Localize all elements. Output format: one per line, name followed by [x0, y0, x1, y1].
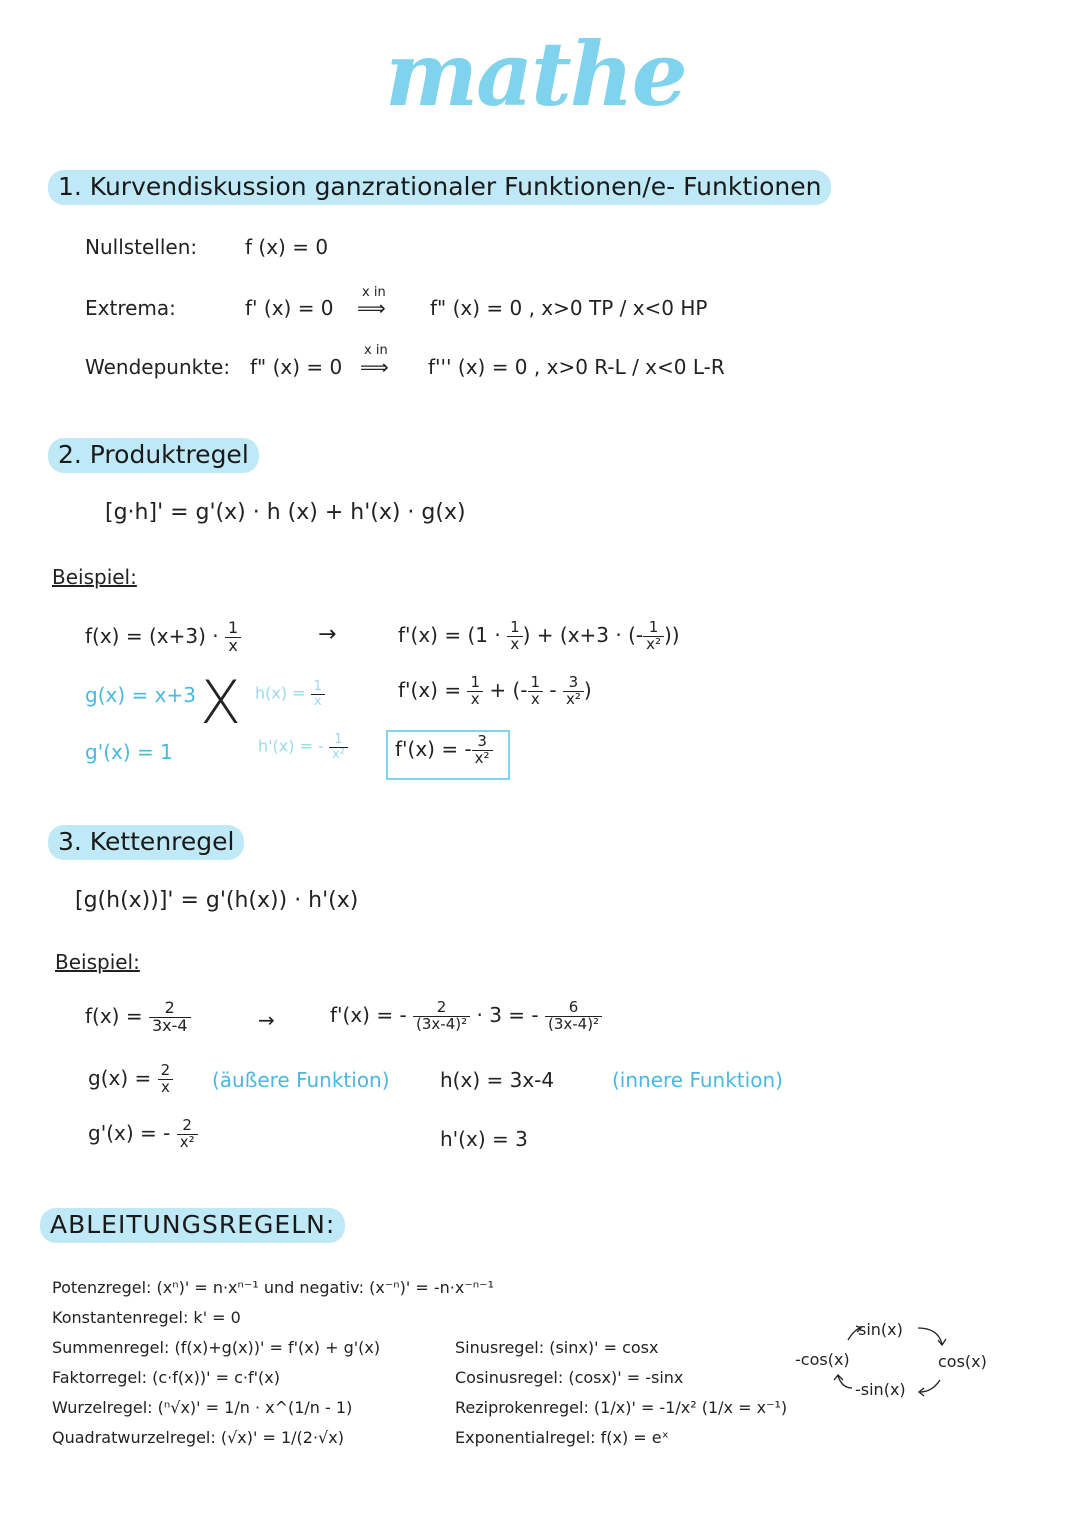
chain-f-derivative: f'(x) = - $\frac{2}{\text{(3x-4)²}}$ · 3 = - $\frac{6}{\text{(3x-4)²}}$: [330, 1000, 602, 1033]
product-g-definition: g(x) = x+3: [85, 683, 196, 707]
extrema-equation-2: f" (x) = 0 , x>0 TP / x<0 HP: [430, 296, 708, 320]
extrema-label: Extrema:: [85, 296, 176, 320]
section3-heading: 3. Kettenregel: [48, 825, 244, 860]
product-result: f'(x) = - $\frac{3}{\text{x²}}$: [395, 734, 493, 767]
product-step-2: f'(x) = $\frac{1}{x}$ + (- $\frac{1}{x}$ - $\frac{3}{\text{x²}}$ ): [398, 673, 592, 708]
section1-heading: 1. Kurvendiskussion ganzrationaler Funktionen/e- Funktionen: [48, 170, 831, 205]
wendepunkte-label: Wendepunkte:: [85, 355, 231, 379]
product-h-definition: h(x) = $\frac{1}{x}$: [255, 680, 325, 708]
wendepunkte-arrow: ⟹: [360, 355, 389, 379]
rule-summen: Summenregel: (f(x)+g(x))' = f'(x) + g'(x): [52, 1338, 381, 1357]
product-step-1: f'(x) = (1 · $\frac{1}{x}$ ) + (x+3 · (- $\frac{1}{\text{x²}}$ )): [398, 618, 680, 653]
rule-potenz: Potenzregel: (xⁿ)' = n·xⁿ⁻¹ und negativ: (x⁻ⁿ)' = -n·x⁻ⁿ⁻¹: [52, 1278, 494, 1297]
nullstellen-equation: f (x) = 0: [245, 235, 329, 259]
wendepunkte-equation-1: f" (x) = 0: [250, 355, 343, 379]
chain-arrow: →: [258, 1008, 275, 1032]
chain-h-definition: h(x) = 3x-4: [440, 1068, 555, 1092]
example-label-2: Beispiel:: [55, 950, 140, 974]
section2-heading: 2. Produktregel: [48, 438, 259, 473]
wendepunkte-arrow-label: x in: [364, 343, 388, 358]
page-title: mathe: [385, 22, 686, 126]
rule-sinus: Sinusregel: (sinx)' = cosx: [455, 1338, 659, 1357]
cross-mark: X: [200, 668, 242, 738]
product-arrow: →: [318, 622, 337, 647]
rule-reziproken: Reziprokenregel: (1/x)' = -1/x² (1/x = x⁻¹): [455, 1398, 788, 1417]
cycle-arrows: [790, 1318, 1010, 1408]
rule-konstanten: Konstantenregel: k' = 0: [52, 1308, 241, 1327]
chain-f-definition: f(x) = $\frac{2}{3x-4}$: [85, 1000, 191, 1035]
rule-exponential: Exponentialregel: f(x) = eˣ: [455, 1428, 669, 1447]
chain-h-derivative: h'(x) = 3: [440, 1127, 528, 1151]
rule-wurzel: Wurzelregel: (ⁿ√x)' = 1/n · x^(1/n - 1): [52, 1398, 353, 1417]
kettenregel-formula: [g(h(x))]' = g'(h(x)) · h'(x): [75, 888, 359, 913]
extrema-arrow: ⟹: [357, 296, 386, 320]
chain-g-derivative: g'(x) = - $\frac{2}{\text{x²}}$: [88, 1118, 198, 1151]
rule-faktor: Faktorregel: (c·f(x))' = c·f'(x): [52, 1368, 280, 1387]
rules-heading: ABLEITUNGSREGELN:: [40, 1208, 345, 1243]
cycle-minus-cos: -cos(x): [795, 1350, 850, 1369]
extrema-arrow-label: x in: [362, 285, 386, 300]
nullstellen-label: Nullstellen:: [85, 235, 198, 259]
product-f-definition: f(x) = (x+3) · $\frac{1}{x}$: [85, 620, 241, 655]
product-g-derivative: g'(x) = 1: [85, 740, 173, 764]
produktregel-formula: [g·h]' = g'(x) · h (x) + h'(x) · g(x): [105, 500, 466, 525]
cycle-minus-sin: -sin(x): [855, 1380, 906, 1399]
outer-function-note: (äußere Funktion): [212, 1068, 390, 1092]
product-h-derivative: h'(x) = - $\frac{1}{\text{x²}}$: [258, 733, 348, 761]
rule-quadratwurzel: Quadratwurzelregel: (√x)' = 1/(2·√x): [52, 1428, 344, 1447]
cycle-sin: sin(x): [858, 1320, 903, 1339]
rule-cosinus: Cosinusregel: (cosx)' = -sinx: [455, 1368, 684, 1387]
cycle-cos: cos(x): [938, 1352, 987, 1371]
extrema-equation-1: f' (x) = 0: [245, 296, 334, 320]
example-label-1: Beispiel:: [52, 565, 137, 589]
wendepunkte-equation-2: f''' (x) = 0 , x>0 R-L / x<0 L-R: [428, 355, 725, 379]
chain-g-definition: g(x) = $\frac{2}{x}$: [88, 1063, 173, 1096]
inner-function-note: (innere Funktion): [612, 1068, 783, 1092]
